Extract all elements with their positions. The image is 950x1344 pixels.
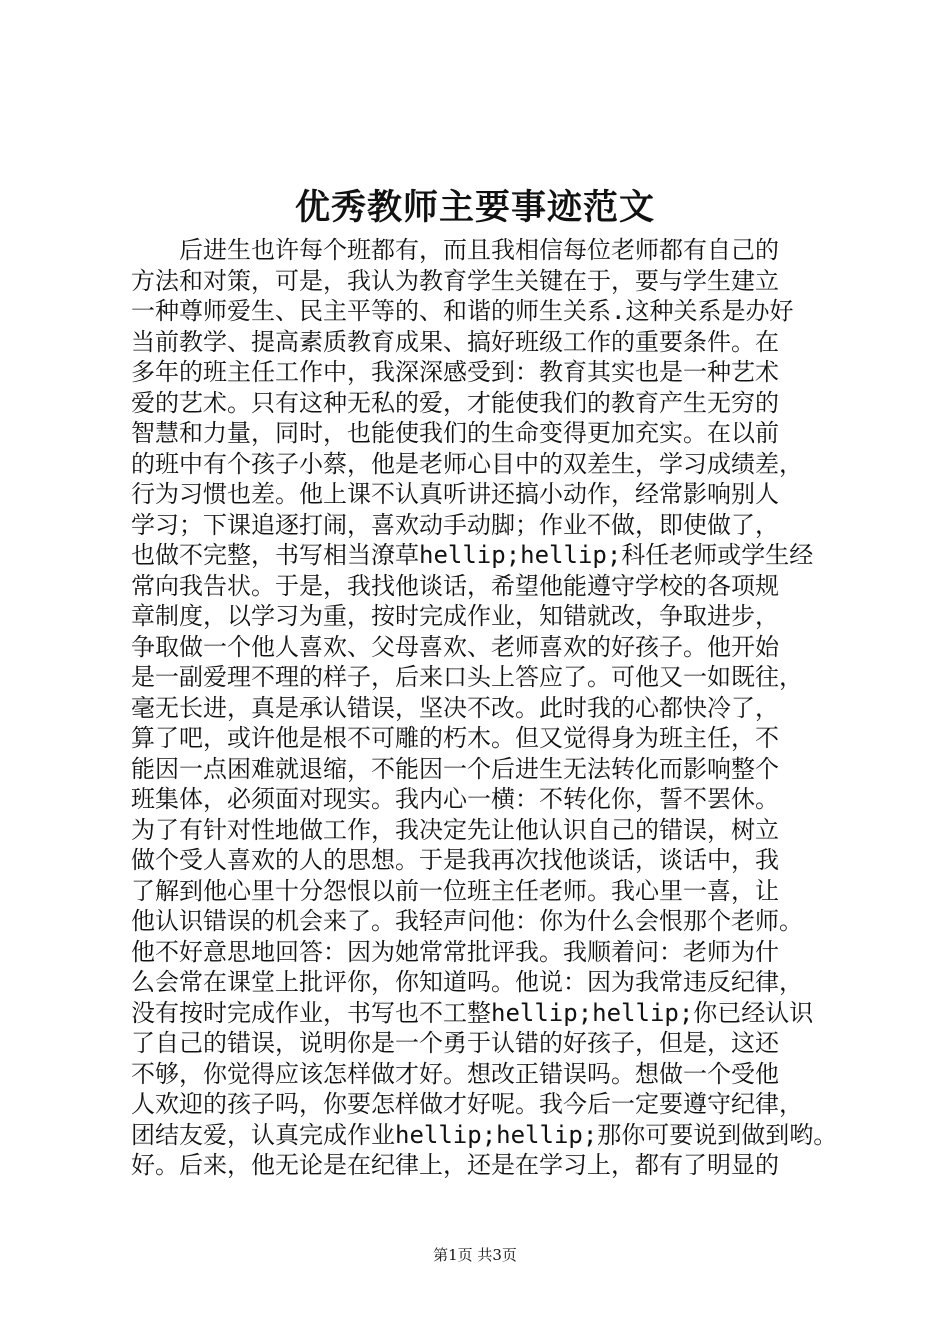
body-line: 么会常在课堂上批评你，你知道吗。他说：因为我常违反纪律， [131, 968, 803, 996]
body-line: 班集体，必须面对现实。我内心一横：不转化你，誓不罢休。 [131, 785, 779, 813]
body-line: 团结友爱，认真完成作业hellip;hellip;那你可要说到做到哟。 [131, 1120, 838, 1149]
body-line: 后进生也许每个班都有，而且我相信每位老师都有自己的 [131, 236, 779, 264]
body-line: 也做不完整，书写相当潦草hellip;hellip;科任老师或学生经 [131, 541, 814, 569]
body-line: 他不好意思地回答：因为她常常批评我。我顺着问：老师为什 [131, 937, 779, 966]
body-line: 当前教学、提高素质教育成果、搞好班级工作的重要条件。在 [131, 327, 779, 356]
body-line: 了自己的错误，说明你是一个勇于认错的好孩子，但是，这还 [131, 1029, 779, 1057]
body-line: 他认识错误的机会来了。我轻声问他：你为什么会恨那个老师。 [131, 907, 803, 935]
body-line: 多年的班主任工作中，我深深感受到：教育其实也是一种艺术 [131, 358, 779, 386]
body-line: 做个受人喜欢的人的思想。于是我再次找他谈话，谈话中，我 [131, 846, 779, 874]
body-line: 智慧和力量，同时，也能使我们的生命变得更加充实。在以前 [131, 419, 779, 447]
body-line: 章制度，以学习为重，按时完成作业，知错就改，争取进步， [131, 602, 779, 630]
body-line: 为了有针对性地做工作，我决定先让他认识自己的错误，树立 [131, 815, 779, 844]
document-body [131, 235, 836, 1181]
body-line: 毫无长进，真是承认错误，坚决不改。此时我的心都快冷了， [131, 693, 779, 722]
body-line: 不够，你觉得应该怎样做才好。想改正错误吗。想做一个受他 [131, 1059, 779, 1088]
body-line: 了解到他心里十分怨恨以前一位班主任老师。我心里一喜，让 [131, 876, 779, 905]
body-line: 争取做一个他人喜欢、父母喜欢、老师喜欢的好孩子。他开始 [131, 632, 779, 661]
page-number-footer: 第1页 共3页 [433, 1246, 517, 1264]
body-line: 没有按时完成作业，书写也不工整hellip;hellip;你已经认识 [131, 998, 814, 1027]
body-line: 学习；下课追逐打闹，喜欢动手动脚；作业不做，即使做了， [131, 510, 779, 539]
body-line: 行为习惯也差。他上课不认真听讲还搞小动作，经常影响别人 [131, 480, 779, 508]
body-line: 人欢迎的孩子吗，你要怎样做才好呢。我今后一定要遵守纪律， [131, 1090, 803, 1118]
body-line: 能因一点困难就退缩，不能因一个后进生无法转化而影响整个 [131, 754, 779, 783]
body-line: 是一副爱理不理的样子，后来口头上答应了。可他又一如既往， [131, 663, 803, 691]
body-line: 算了吧，或许他是根不可雕的朽木。但又觉得身为班主任，不 [131, 724, 779, 752]
body-line: 的班中有个孩子小蔡，他是老师心目中的双差生，学习成绩差， [131, 449, 803, 478]
document-title: 优秀教师主要事迹范文 [294, 188, 655, 228]
body-line: 方法和对策，可是，我认为教育学生关键在于，要与学生建立 [131, 266, 779, 295]
body-line: 一种尊师爱生、民主平等的、和谐的师生关系.这种关系是办好 [131, 297, 794, 325]
body-line: 好。后来，他无论是在纪律上，还是在学习上，都有了明显的 [131, 1151, 779, 1179]
body-line: 爱的艺术。只有这种无私的爱，才能使我们的教育产生无穷的 [131, 388, 779, 417]
body-line: 常向我告状。于是，我找他谈话，希望他能遵守学校的各项规 [131, 571, 779, 600]
